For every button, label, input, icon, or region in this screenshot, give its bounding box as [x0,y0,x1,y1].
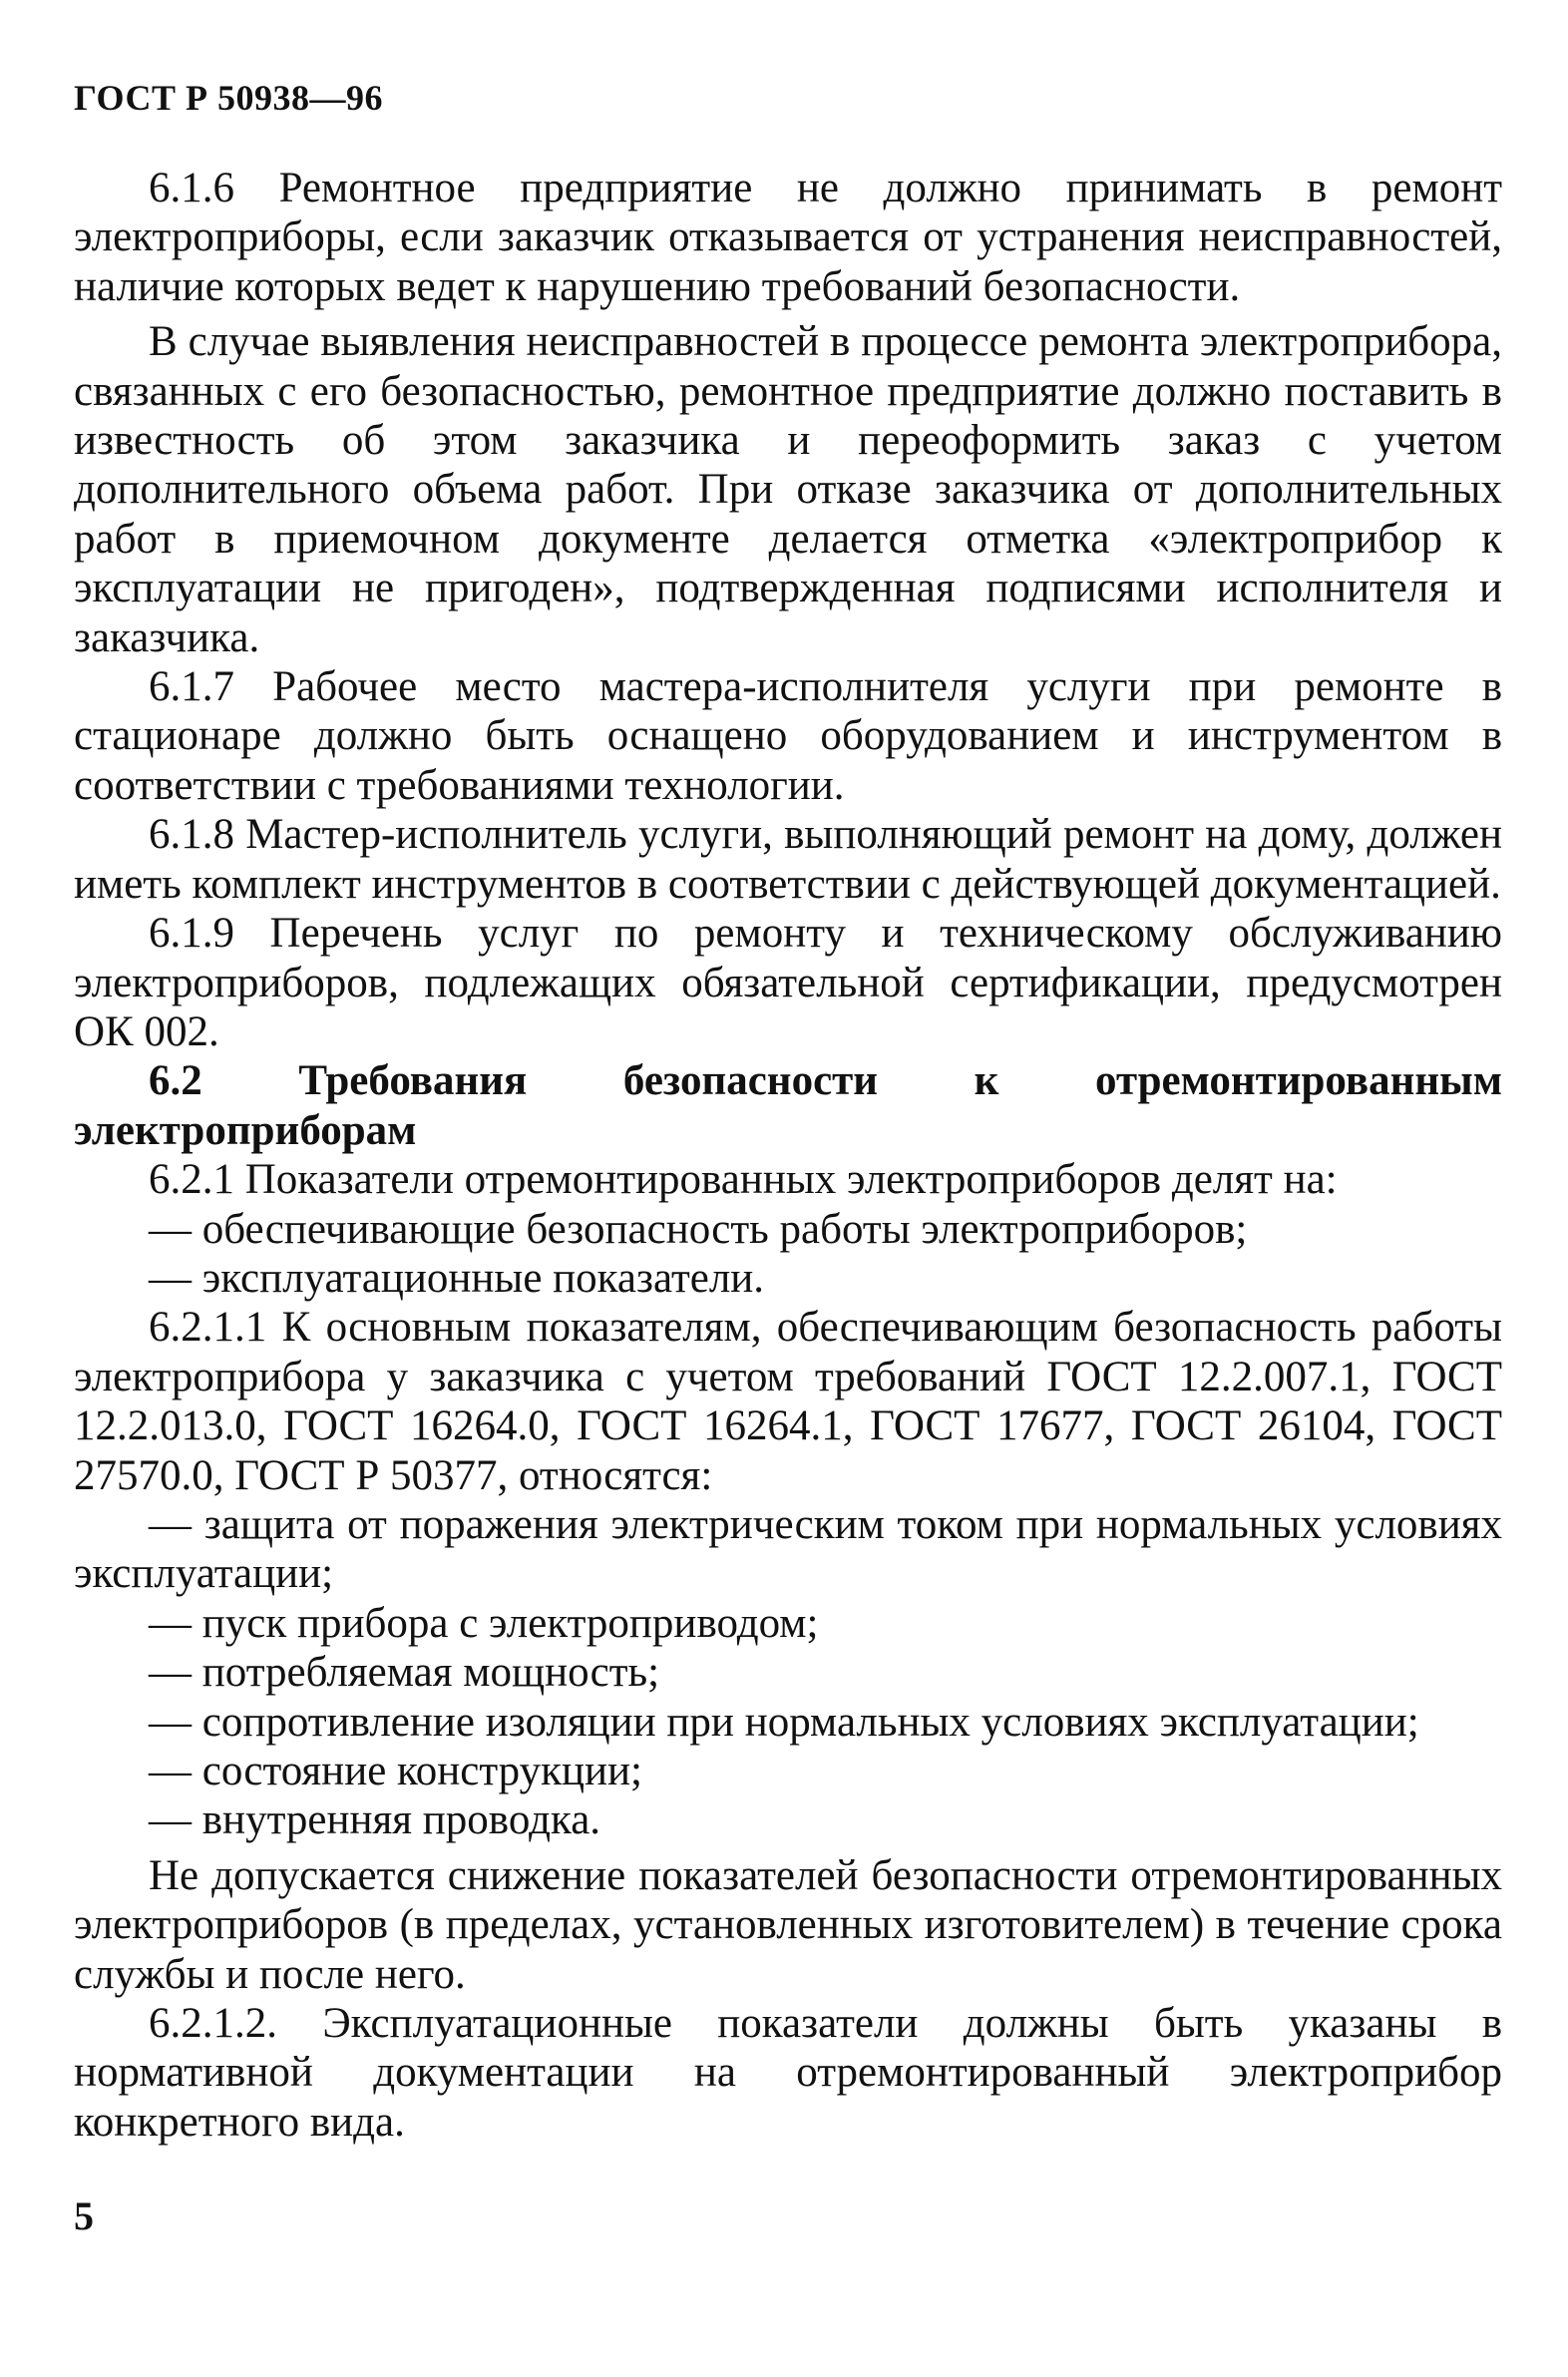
page-number: 5 [74,2193,94,2238]
list-item: — состояние конструкции; [149,1748,642,1794]
paragraph-6-1-9: 6.1.9 Перечень услуг по ремонту и техническому обслуживанию электроприборов, подлежащих обязательной сертификации, предусмотрен ОК 002. [74,910,1502,1055]
list-item: — эксплуатационные показатели. [149,1254,765,1302]
paragraph-defects-found: В случае выявления неисправностей в процессе ремонта электроприбора, связанных с его безопасностью, ремонтное предприятие должно поставить в известность об этом заказчика и переоформить заказ с учетом дополнительного объема работ. При отказе заказчика от дополнительных работ в приемочном документе делается отметка «электроприбор к эксплуатации не пригоден», подтвержденная подписями исполнителя и заказчика. [74,318,1502,661]
document-body [74,164,1502,2147]
list-item: — обеспечивающие безопасность работы электроприборов; [149,1205,1248,1253]
document-header: ГОСТ Р 50938—96 [74,78,383,118]
paragraph-6-1-8: 6.1.8 Мастер-исполнитель услуги, выполняющий ремонт на дому, должен иметь комплект инструментов в соответствии с действующей документацией. [74,811,1502,908]
paragraph-6-1-6: 6.1.6 Ремонтное предприятие не должно принимать в ремонт электроприборы, если заказчик отказывается от устранения неисправностей, наличие которых ведет к нарушению требований безопасности. [74,165,1502,310]
list-item: — пуск прибора с электроприводом; [149,1599,819,1647]
list-item: — внутренняя проводка. [149,1796,601,1844]
list-item: — защита от поражения электрическим током при нормальных условиях эксплуатации; [74,1500,1502,1598]
list-item: — потребляемая мощность; [149,1649,660,1697]
section-heading-6-2: 6.2 Требования безопасности к отремонтированным электроприборам [74,1057,1502,1154]
paragraph-6-2-1: 6.2.1 Показатели отремонтированных электроприборов делят на: [149,1156,1338,1204]
paragraph-6-1-7: 6.1.7 Рабочее место мастера-исполнителя услуги при ремонте в стационаре должно быть оснащено оборудованием и инструментом в соответствии с требованиями технологии. [74,663,1502,809]
paragraph-6-2-1-1: 6.2.1.1 К основным показателям, обеспечивающим безопасность работы электроприбора у заказчика с учетом требований ГОСТ 12.2.007.1, ГОСТ 12.2.013.0, ГОСТ 16264.0, ГОСТ 16264.1, ГОСТ 17677, ГОСТ 26104, ГОСТ 27570.0, ГОСТ Р 50377, относятся: [74,1304,1502,1499]
paragraph-no-reduction: Не допускается снижение показателей безопасности отремонтированных электроприборов (в пределах, установленных изготовителем) в течение срока службы и после него. [74,1851,1502,1998]
paragraph-6-2-1-2: 6.2.1.2. Эксплуатационные показатели должны быть указаны в нормативной документации на отремонтированный электроприбор конкретного вида. [74,2000,1502,2146]
list-item: — сопротивление изоляции при нормальных условиях эксплуатации; [149,1698,1419,1746]
